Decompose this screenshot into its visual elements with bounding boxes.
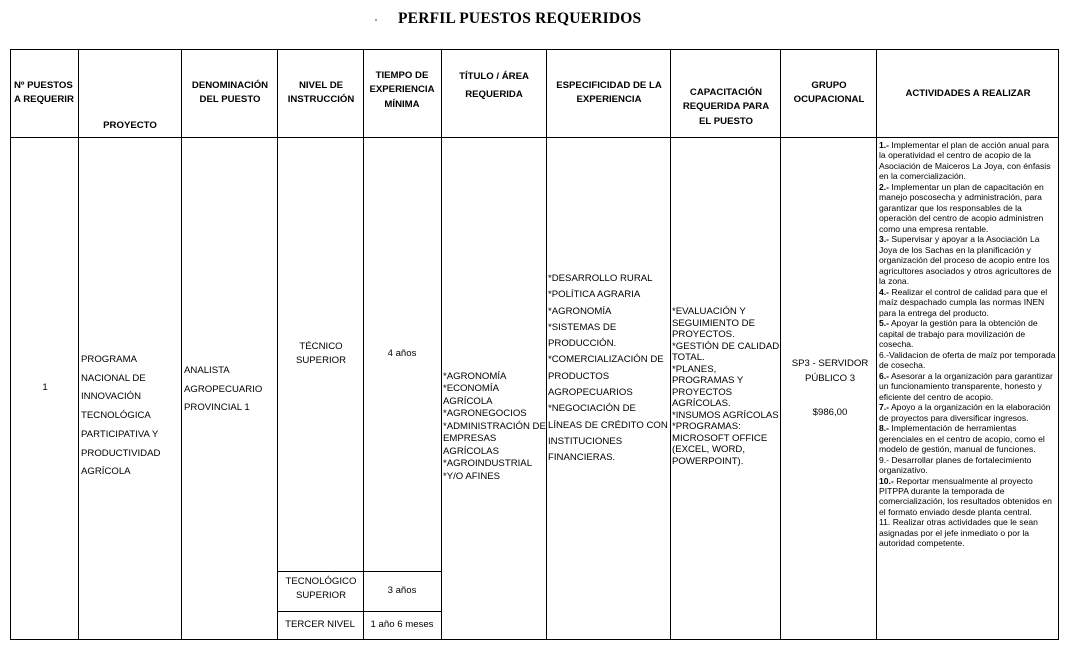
col-divider <box>546 49 547 640</box>
list-item: *Y/O AFINES <box>443 470 501 482</box>
list-item: *AGRONEGOCIOS <box>443 408 527 420</box>
table-border-top <box>10 49 1059 50</box>
list-item: *EVALUACIÓN Y SEGUIMIENTO DE PROYECTOS. <box>672 306 755 340</box>
header-especificidad: ESPECIFICIDAD DE LA EXPERIENCIA <box>556 80 662 106</box>
activity-item <box>879 287 1057 318</box>
activity-number: 3.- <box>879 234 890 245</box>
row-divider <box>277 571 442 572</box>
col-divider <box>876 49 877 640</box>
header-grupo: GRUPO OCUPACIONAL <box>793 80 865 106</box>
especificidad-list <box>548 271 670 467</box>
tiempo-tercer: 1 año 6 meses <box>370 619 434 630</box>
activity-text: Reportar mensualmente al proyecto PITPPA durante la temporada de comercialización, los resultados obtenidos en el formato enviado desde planta central. <box>879 475 1052 517</box>
row-proyecto: PROGRAMA NACIONAL DE INNOVACIÓN TECNOLÓGICA PARTICIPATIVA Y PRODUCTIVIDAD AGRÍCOLA <box>81 354 161 478</box>
col-divider <box>670 49 671 640</box>
activity-item <box>879 455 1057 476</box>
list-item: *SISTEMAS DE PRODUCCIÓN. <box>548 321 617 350</box>
capacitacion-list <box>672 306 780 467</box>
activity-number: 7.- <box>879 402 890 413</box>
list-item: *NEGOCIACIÓN DE LÍNEAS DE CRÉDITO CON INSTITUCIONES FINANCIERAS. <box>548 403 668 464</box>
col-divider <box>277 49 278 640</box>
activity-item <box>879 517 1057 548</box>
table-border-bottom <box>10 639 1059 640</box>
header-nivel: NIVEL DE INSTRUCCIÓN <box>287 80 355 106</box>
activity-number: 1.- <box>879 140 890 150</box>
col-divider <box>78 49 79 640</box>
nivel-tecnologico: TECNOLÓGICO SUPERIOR <box>285 576 357 602</box>
list-item: *POLÍTICA AGRARIA <box>548 289 641 301</box>
tiempo-tecnologico: 3 años <box>387 585 417 596</box>
activity-item <box>879 234 1057 286</box>
activity-text: Apoyar la gestión para la obtención de capital de trabajo para movilización de cosecha. <box>879 318 1038 350</box>
header-capacitacion: CAPACITACIÓN REQUERIDA PARA EL PUESTO <box>682 87 770 127</box>
list-item: *AGROINDUSTRIAL <box>443 458 533 470</box>
list-item: *AGRONOMÍA <box>548 305 612 317</box>
nivel-tercer: TERCER NIVEL <box>285 619 355 630</box>
header-divider <box>10 137 1059 138</box>
activity-number: 2.- <box>879 181 890 192</box>
page-title: PERFIL PUESTOS REQUERIDOS <box>398 10 642 27</box>
row-divider <box>277 611 442 612</box>
activity-text: Implementar un plan de capacitación en manejo poscosecha y administración, para garantizar que los responsables de la operación del centro de acopio administren como una empresa rentable. <box>879 181 1044 234</box>
col-divider <box>780 49 781 640</box>
activity-item <box>879 402 1057 423</box>
activity-text: Realizar el control de calidad para que el maíz despachado cumpla las normas INEN para la entrega del producto. <box>879 286 1048 318</box>
header-actividades: ACTIVIDADES A REALIZAR <box>905 88 1031 99</box>
list-item: *PROGRAMAS: MICROSOFT OFFICE (EXCEL, WORD, POWERPOINT). <box>672 421 768 467</box>
tiempo-tecnico: 4 años <box>387 348 417 359</box>
row-denominacion: ANALISTA AGROPECUARIO PROVINCIAL 1 <box>184 365 263 414</box>
list-item: *COMERCIALIZACIÓN DE PRODUCTOS AGROPECUARIOS <box>548 354 664 399</box>
activity-number: 5.- <box>879 318 890 329</box>
col-divider <box>363 49 364 640</box>
activity-text: Asesorar a la organización para garantizar un funcionamiento transparente, honesto y eficiente del centro de acopio. <box>879 370 1053 402</box>
activity-number: 6.- <box>879 370 890 381</box>
salario: $986,00 <box>812 407 848 418</box>
requirements-table <box>10 49 1059 640</box>
list-item: *AGRONOMÍA <box>443 371 507 382</box>
list-item: *ADMINISTRACIÓN DE EMPRESAS AGRÍCOLAS <box>443 420 546 457</box>
list-item: *PLANES, PROGRAMAS Y PROYECTOS AGRÍCOLAS. <box>672 363 744 409</box>
activity-number: 10.- <box>879 475 894 486</box>
activity-item <box>879 350 1057 371</box>
activity-text: Implementar el plan de acción anual para la operatividad el centro de acopio de la Asociación de Maiceros La Joya, con énfasis en la comercialización. <box>879 140 1051 182</box>
nivel-tecnico: TÉCNICO SUPERIOR <box>295 341 347 367</box>
col-divider <box>441 49 442 640</box>
activity-text: Apoyo a la organización en la elaboración de proyectos para diversificar ingresos. <box>879 402 1051 423</box>
activity-item <box>879 318 1057 349</box>
activity-text: 6.-Validacion de oferta de maíz por temporada de cosecha. <box>879 349 1056 371</box>
activity-item <box>879 371 1057 402</box>
activity-text: Implementación de herramientas gerenciales en el centro de acopio, como el modelo de gestión, manual de funciones. <box>879 423 1045 455</box>
activity-text: 9.- Desarrollar planes de fortalecimiento organizativo. <box>879 454 1032 476</box>
list-item: *ECONOMÍA AGRÍCOLA <box>443 383 499 407</box>
activity-number: 4.- <box>879 286 890 297</box>
activity-text: 11. Realizar otras actividades que le sean asignadas por el jefe inmediato o por la autoridad competente. <box>879 517 1038 549</box>
header-proyecto: PROYECTO <box>103 120 157 131</box>
activity-text: Supervisar y apoyar a la Asociación La Joya de los Sachas en la planificación y organización del proceso de acopio entre los agricultores asociados y otros agricultores de la zona. <box>879 234 1052 287</box>
header-tiempo: TIEMPO DE EXPERIENCIA MÍNIMA <box>369 70 435 110</box>
activity-item <box>879 182 1057 234</box>
row-num: 1 <box>42 382 48 393</box>
activity-number: 8.- <box>879 423 890 434</box>
grupo-ocupacional: SP3 - SERVIDOR PÚBLICO 3 <box>791 358 869 385</box>
activity-item <box>879 423 1057 454</box>
header-denominacion: DENOMINACIÓN DEL PUESTO <box>191 80 269 106</box>
title-bullet: · <box>374 12 378 26</box>
titulo-list <box>443 371 547 483</box>
activity-item <box>879 140 1057 182</box>
list-item: *DESARROLLO RURAL <box>548 273 653 284</box>
list-item: *GESTIÓN DE CALIDAD TOTAL. <box>672 340 780 363</box>
activity-item <box>879 476 1057 518</box>
list-item: *INSUMOS AGRÍCOLAS <box>672 409 779 421</box>
actividades-list <box>879 140 1057 549</box>
header-num: Nº PUESTOS A REQUERIR <box>14 80 74 106</box>
header-titulo: TÍTULO / ÁREA REQUERIDA <box>459 71 529 101</box>
col-divider <box>181 49 182 640</box>
